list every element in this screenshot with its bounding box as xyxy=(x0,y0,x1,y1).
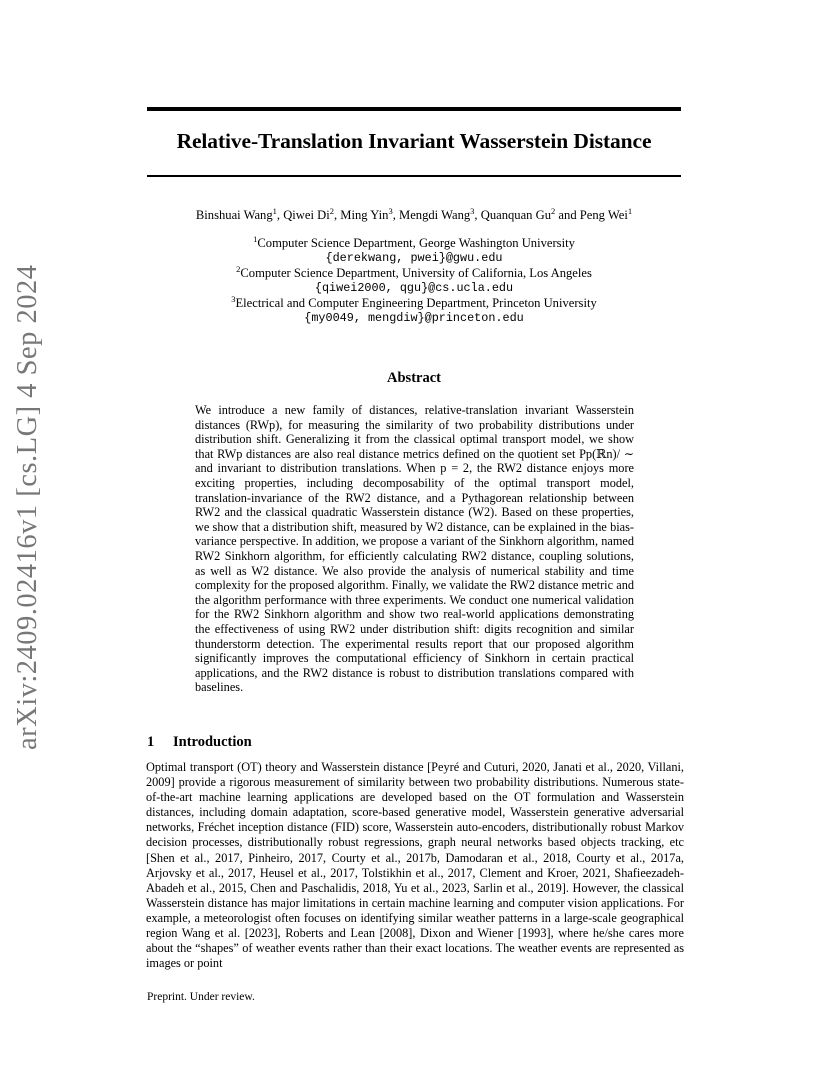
affiliation-email[interactable]: {qiwei2000, qgu}@cs.ucla.edu xyxy=(314,281,514,295)
affiliation-name: Computer Science Department, University of California, Los Angeles xyxy=(240,266,592,280)
section-number: 1 xyxy=(147,734,155,750)
introduction-text: Optimal transport (OT) theory and Wasserstein distance [Peyré and Cuturi, 2020, Janati et al., 2020, Villani, 2009] provide a rigorous measurement of similarity between two probability distributions. Numerous state-of-the-art machine learning applications are developed based on the OT formulation and Wasserstein distances, including domain adaptation, score-based generative model, Wasserstein generative adversarial networks, Fréchet inception distance (FID) score, Wasserstein auto-encoders, distributionally robust Markov decision processes, distributionally robust regressions, graph neural networks based objects tracking, etc [Shen et al., 2017, Pinheiro, 2017, Courty et al., 2017b, Damodaran et al., 2018, Courty et al., 2017a, Arjovsky et al., 2017, Heusel et al., 2017, Tolstikhin et al., 2017, Clement and Kroer, 2021, Shafieezadeh-Abadeh et al., 2015, Chen and Paschalidis, 2018, Yu et al., 2023, Sarlin et al., 2019]. However, the classical Wasserstein distance has major limitations in certain machine learning and computer vision applications. For example, a meteorologist often focuses on identifying similar weather patterns in a large-scale geographical region Wang et al. [2023], Roberts and Lean [2008], Dixon and Wiener [1993], where he/she cares more about the “shapes” of weather events rather than their exact locations. The weather events are represented as images or point xyxy=(146,760,684,971)
affiliation-email[interactable]: {derekwang, pwei}@gwu.edu xyxy=(325,251,503,265)
abstract-body xyxy=(195,403,634,695)
introduction-body xyxy=(146,760,684,971)
author-name: Mengdi Wang xyxy=(399,208,471,222)
title-bottom-rule xyxy=(147,175,681,177)
affiliation-name: Computer Science Department, George Washington University xyxy=(257,236,575,250)
abstract-text: We introduce a new family of distances, relative-translation invariant Wasserstein distances (RWp), for measuring the similarity of two probability distributions under distribution shift. Generalizing it from the classical optimal transport model, we show that RWp distances are also real distance metrics defined on the quotient set Pp(ℝn)/ ∼ and invariant to distribution translations. When p = 2, the RW2 distance enjoys more exciting properties, including decomposability of the optimal transport model, translation-invariance of the RW2 distance, and a Pythagorean relationship between RW2 and the classical quadratic Wasserstein distance (W2). Based on these properties, we show that a distribution shift, measured by W2 distance, can be explained in the bias-variance perspective. In addition, we propose a variant of the Sinkhorn algorithm, named RW2 Sinkhorn algorithm, for efficiently calculating RW2 distance, coupling solutions, as well as W2 distance. We also provide the analysis of numerical stability and time complexity for the proposed algorithm. Finally, we validate the RW2 distance metric and the algorithm performance with three experiments. We conduct one numerical validation for the RW2 Sinkhorn algorithm and show two real-world applications demonstrating the effectiveness of using RW2 under distribution shift: digits recognition and similar thunderstorm detection. The experimental results report that our proposed algorithm significantly improves the computational efficiency of Sinkhorn in certain practical applications, and the RW2 distance is robust to distribution translations compared with baselines. xyxy=(195,403,634,695)
affiliation-name: Electrical and Computer Engineering Department, Princeton University xyxy=(235,296,597,310)
footer-note: Preprint. Under review. xyxy=(147,991,255,1003)
affiliation-email[interactable]: {my0049, mengdiw}@princeton.edu xyxy=(304,311,524,325)
author-name: Binshuai Wang xyxy=(195,208,273,222)
author-name: Quanquan Gu xyxy=(480,208,552,222)
title-top-rule xyxy=(147,107,681,111)
author-name: Ming Yin xyxy=(340,208,389,222)
author-name: Qiwei Di xyxy=(283,208,330,222)
paper-title: Relative-Translation Invariant Wasserstein Distance xyxy=(176,129,652,153)
abstract-heading: Abstract xyxy=(387,370,441,386)
arxiv-identifier[interactable]: arXiv:2409.02416v1 [cs.LG] 4 Sep 2024 xyxy=(12,264,43,750)
author-list: Binshuai Wang$^1$, Qiwei Di$^2$, Ming Yin$^3$, Mengdi Wang$^3$, Quanquan Gu$^2$ and Peng Wei$^1$ xyxy=(195,205,633,222)
section-title: Introduction xyxy=(173,734,252,750)
section-heading xyxy=(147,734,252,751)
affiliation-block: $^1$Computer Science Department, George Washington University {derekwang, pwei}@gwu.edu $^2$Computer Science Department, University of California, Los Angeles {qiwei2000, qgu}@cs.ucla.edu $^3$Electrical and Computer Engineering Department, Princeton University {my0049, mengdiw}@princeton.edu xyxy=(147,236,681,326)
author-name: Peng Wei xyxy=(579,208,628,222)
